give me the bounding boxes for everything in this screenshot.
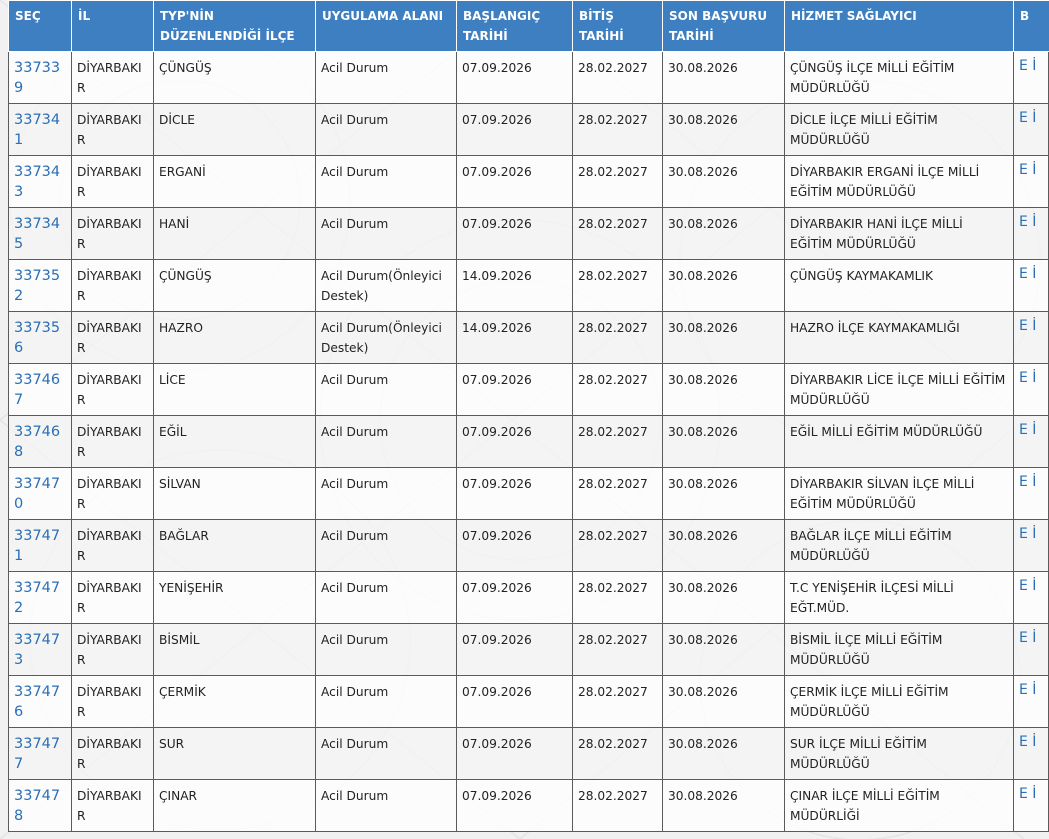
son-basvuru-cell: 30.08.2026 — [663, 572, 785, 624]
baslangic-cell: 07.09.2026 — [457, 416, 573, 468]
select-link[interactable]: 337476 — [14, 684, 61, 720]
uygulama-alani-cell: Acil Durum — [316, 52, 457, 104]
ilce-cell: ÇINAR — [154, 780, 316, 832]
select-link[interactable]: 337470 — [14, 476, 61, 512]
baslangic-cell: 07.09.2026 — [457, 468, 573, 520]
header-extra-column[interactable]: B — [1014, 1, 1049, 52]
uygulama-alani-cell: Acil Durum(Önleyici Destek) — [316, 312, 457, 364]
header-bitis-tarihi[interactable]: BİTİŞ TARİHİ — [573, 1, 663, 52]
extra-link-cell[interactable]: E İ — [1014, 676, 1049, 728]
hizmet-saglayici-cell: BİSMİL İLÇE MİLLİ EĞİTİM MÜDÜRLÜĞÜ — [785, 624, 1014, 676]
select-link[interactable]: 337339 — [14, 60, 61, 96]
bitis-cell: 28.02.2027 — [573, 312, 663, 364]
il-cell: DİYARBAKIR — [72, 468, 154, 520]
sec-cell — [9, 728, 72, 780]
il-cell: DİYARBAKIR — [72, 572, 154, 624]
il-cell: DİYARBAKIR — [72, 156, 154, 208]
baslangic-cell: 07.09.2026 — [457, 208, 573, 260]
baslangic-cell: 07.09.2026 — [457, 676, 573, 728]
hizmet-saglayici-cell: DİYARBAKIR ERGANİ İLÇE MİLLİ EĞİTİM MÜDÜRLÜĞÜ — [785, 156, 1014, 208]
sec-cell — [9, 468, 72, 520]
sec-cell — [9, 416, 72, 468]
bitis-cell: 28.02.2027 — [573, 468, 663, 520]
uygulama-alani-cell: Acil Durum — [316, 468, 457, 520]
bitis-cell: 28.02.2027 — [573, 104, 663, 156]
sec-cell — [9, 780, 72, 832]
uygulama-alani-cell: Acil Durum — [316, 208, 457, 260]
sec-cell — [9, 52, 72, 104]
il-cell: DİYARBAKIR — [72, 676, 154, 728]
il-cell: DİYARBAKIR — [72, 260, 154, 312]
il-cell: DİYARBAKIR — [72, 780, 154, 832]
uygulama-alani-cell: Acil Durum — [316, 520, 457, 572]
son-basvuru-cell: 30.08.2026 — [663, 728, 785, 780]
sec-cell — [9, 260, 72, 312]
table-row — [9, 260, 1049, 312]
select-link[interactable]: 337478 — [14, 788, 61, 824]
select-link[interactable]: 337473 — [14, 632, 61, 668]
son-basvuru-cell: 30.08.2026 — [663, 52, 785, 104]
extra-link-cell[interactable]: E İ — [1014, 468, 1049, 520]
select-link[interactable]: 337472 — [14, 580, 61, 616]
hizmet-saglayici-cell: SUR İLÇE MİLLİ EĞİTİM MÜDÜRLÜĞÜ — [785, 728, 1014, 780]
sec-cell — [9, 208, 72, 260]
il-cell: DİYARBAKIR — [72, 52, 154, 104]
uygulama-alani-cell: Acil Durum — [316, 728, 457, 780]
sec-cell — [9, 676, 72, 728]
baslangic-cell: 07.09.2026 — [457, 780, 573, 832]
header-sec[interactable]: SEÇ — [9, 1, 72, 52]
baslangic-cell: 07.09.2026 — [457, 364, 573, 416]
baslangic-cell: 07.09.2026 — [457, 156, 573, 208]
bitis-cell: 28.02.2027 — [573, 780, 663, 832]
uygulama-alani-cell: Acil Durum — [316, 416, 457, 468]
hizmet-saglayici-cell: DİYARBAKIR LİCE İLÇE MİLLİ EĞİTİM MÜDÜRLÜĞÜ — [785, 364, 1014, 416]
ilce-cell: DİCLE — [154, 104, 316, 156]
extra-link-cell[interactable]: E İ — [1014, 312, 1049, 364]
bitis-cell: 28.02.2027 — [573, 624, 663, 676]
header-son-basvuru-tarihi[interactable]: SON BAŞVURU TARİHİ — [663, 1, 785, 52]
sec-cell — [9, 572, 72, 624]
hizmet-saglayici-cell: DİYARBAKIR HANİ İLÇE MİLLİ EĞİTİM MÜDÜRLÜĞÜ — [785, 208, 1014, 260]
ilce-cell: BAĞLAR — [154, 520, 316, 572]
table-row — [9, 416, 1049, 468]
table-row — [9, 156, 1049, 208]
extra-link-cell[interactable]: E İ — [1014, 728, 1049, 780]
bitis-cell: 28.02.2027 — [573, 364, 663, 416]
bitis-cell: 28.02.2027 — [573, 416, 663, 468]
sec-cell — [9, 364, 72, 416]
select-link[interactable]: 337471 — [14, 528, 61, 564]
select-link[interactable]: 337356 — [14, 320, 61, 356]
son-basvuru-cell: 30.08.2026 — [663, 780, 785, 832]
extra-link-cell[interactable]: E İ — [1014, 156, 1049, 208]
son-basvuru-cell: 30.08.2026 — [663, 104, 785, 156]
hizmet-saglayici-cell: EĞİL MİLLİ EĞİTİM MÜDÜRLÜĞÜ — [785, 416, 1014, 468]
baslangic-cell: 07.09.2026 — [457, 52, 573, 104]
extra-link-cell[interactable]: E İ — [1014, 260, 1049, 312]
ilce-cell: ÇÜNGÜŞ — [154, 52, 316, 104]
hizmet-saglayici-cell: HAZRO İLÇE KAYMAKAMLIĞI — [785, 312, 1014, 364]
uygulama-alani-cell: Acil Durum(Önleyici Destek) — [316, 260, 457, 312]
hizmet-saglayici-cell: ÇÜNGÜŞ İLÇE MİLLİ EĞİTİM MÜDÜRLÜĞÜ — [785, 52, 1014, 104]
son-basvuru-cell: 30.08.2026 — [663, 676, 785, 728]
il-cell: DİYARBAKIR — [72, 104, 154, 156]
ilce-cell: SUR — [154, 728, 316, 780]
il-cell: DİYARBAKIR — [72, 312, 154, 364]
bitis-cell: 28.02.2027 — [573, 572, 663, 624]
header-hizmet-saglayici[interactable]: HİZMET SAĞLAYICI — [785, 1, 1014, 52]
table-row — [9, 104, 1049, 156]
results-table-container — [8, 0, 1048, 832]
ilce-cell: BİSMİL — [154, 624, 316, 676]
select-link[interactable]: 337467 — [14, 372, 61, 408]
select-link[interactable]: 337477 — [14, 736, 61, 772]
hizmet-saglayici-cell: ÇÜNGÜŞ KAYMAKAMLIK — [785, 260, 1014, 312]
extra-link-cell[interactable]: E İ — [1014, 624, 1049, 676]
il-cell: DİYARBAKIR — [72, 728, 154, 780]
ilce-cell: ÇERMİK — [154, 676, 316, 728]
hizmet-saglayici-cell: DİYARBAKIR SİLVAN İLÇE MİLLİ EĞİTİM MÜDÜRLÜĞÜ — [785, 468, 1014, 520]
extra-link-cell[interactable]: E İ — [1014, 52, 1049, 104]
header-il[interactable]: İL — [72, 1, 154, 52]
ilce-cell: HANİ — [154, 208, 316, 260]
son-basvuru-cell: 30.08.2026 — [663, 208, 785, 260]
baslangic-cell: 07.09.2026 — [457, 624, 573, 676]
extra-link-cell[interactable]: E İ — [1014, 104, 1049, 156]
bitis-cell: 28.02.2027 — [573, 260, 663, 312]
table-row — [9, 780, 1049, 832]
uygulama-alani-cell: Acil Durum — [316, 104, 457, 156]
extra-link-cell[interactable]: E İ — [1014, 208, 1049, 260]
table-row — [9, 624, 1049, 676]
typ-results-table — [8, 0, 1049, 832]
ilce-cell: YENİŞEHİR — [154, 572, 316, 624]
header-baslangic-tarihi[interactable]: BAŞLANGIÇ TARİHİ — [457, 1, 573, 52]
table-row — [9, 520, 1049, 572]
table-header-row — [9, 1, 1049, 52]
son-basvuru-cell: 30.08.2026 — [663, 520, 785, 572]
ilce-cell: EĞİL — [154, 416, 316, 468]
ilce-cell: LİCE — [154, 364, 316, 416]
table-row — [9, 312, 1049, 364]
son-basvuru-cell: 30.08.2026 — [663, 312, 785, 364]
sec-cell — [9, 156, 72, 208]
bitis-cell: 28.02.2027 — [573, 156, 663, 208]
son-basvuru-cell: 30.08.2026 — [663, 156, 785, 208]
select-link[interactable]: 337345 — [14, 216, 61, 252]
baslangic-cell: 07.09.2026 — [457, 520, 573, 572]
baslangic-cell: 07.09.2026 — [457, 104, 573, 156]
hizmet-saglayici-cell: ÇINAR İLÇE MİLLİ EĞİTİM MÜDÜRLİĞİ — [785, 780, 1014, 832]
son-basvuru-cell: 30.08.2026 — [663, 364, 785, 416]
header-ilce[interactable]: TYP'NİN DÜZENLENDİĞİ İLÇE — [154, 1, 316, 52]
extra-link-cell[interactable]: E İ — [1014, 572, 1049, 624]
baslangic-cell: 07.09.2026 — [457, 572, 573, 624]
ilce-cell: SİLVAN — [154, 468, 316, 520]
select-link[interactable]: 337343 — [14, 164, 61, 200]
header-uygulama-alani[interactable]: UYGULAMA ALANI — [316, 1, 457, 52]
uygulama-alani-cell: Acil Durum — [316, 676, 457, 728]
son-basvuru-cell: 30.08.2026 — [663, 260, 785, 312]
uygulama-alani-cell: Acil Durum — [316, 624, 457, 676]
table-row — [9, 572, 1049, 624]
hizmet-saglayici-cell: T.C YENİŞEHİR İLÇESİ MİLLİ EĞT.MÜD. — [785, 572, 1014, 624]
extra-link-cell[interactable]: E İ — [1014, 780, 1049, 832]
sec-cell — [9, 312, 72, 364]
hizmet-saglayici-cell: BAĞLAR İLÇE MİLLİ EĞİTİM MÜDÜRLÜĞÜ — [785, 520, 1014, 572]
sec-cell — [9, 520, 72, 572]
uygulama-alani-cell: Acil Durum — [316, 572, 457, 624]
uygulama-alani-cell: Acil Durum — [316, 364, 457, 416]
extra-link-cell[interactable]: E İ — [1014, 416, 1049, 468]
table-row — [9, 468, 1049, 520]
table-row — [9, 364, 1049, 416]
table-row — [9, 676, 1049, 728]
table-row — [9, 52, 1049, 104]
son-basvuru-cell: 30.08.2026 — [663, 468, 785, 520]
table-row — [9, 208, 1049, 260]
bitis-cell: 28.02.2027 — [573, 676, 663, 728]
select-link[interactable]: 337341 — [14, 112, 61, 148]
sec-cell — [9, 624, 72, 676]
ilce-cell: HAZRO — [154, 312, 316, 364]
il-cell: DİYARBAKIR — [72, 416, 154, 468]
bitis-cell: 28.02.2027 — [573, 520, 663, 572]
sec-cell — [9, 104, 72, 156]
hizmet-saglayici-cell: DİCLE İLÇE MİLLİ EĞİTİM MÜDÜRLÜĞÜ — [785, 104, 1014, 156]
son-basvuru-cell: 30.08.2026 — [663, 416, 785, 468]
uygulama-alani-cell: Acil Durum — [316, 156, 457, 208]
bitis-cell: 28.02.2027 — [573, 52, 663, 104]
baslangic-cell: 14.09.2026 — [457, 312, 573, 364]
bitis-cell: 28.02.2027 — [573, 728, 663, 780]
ilce-cell: ERGANİ — [154, 156, 316, 208]
il-cell: DİYARBAKIR — [72, 208, 154, 260]
il-cell: DİYARBAKIR — [72, 364, 154, 416]
baslangic-cell: 14.09.2026 — [457, 260, 573, 312]
il-cell: DİYARBAKIR — [72, 520, 154, 572]
select-link[interactable]: 337468 — [14, 424, 61, 460]
table-row — [9, 728, 1049, 780]
bitis-cell: 28.02.2027 — [573, 208, 663, 260]
uygulama-alani-cell: Acil Durum — [316, 780, 457, 832]
hizmet-saglayici-cell: ÇERMİK İLÇE MİLLİ EĞİTİM MÜDÜRLÜĞÜ — [785, 676, 1014, 728]
select-link[interactable]: 337352 — [14, 268, 61, 304]
extra-link-cell[interactable]: E İ — [1014, 364, 1049, 416]
extra-link-cell[interactable]: E İ — [1014, 520, 1049, 572]
il-cell: DİYARBAKIR — [72, 624, 154, 676]
ilce-cell: ÇÜNGÜŞ — [154, 260, 316, 312]
son-basvuru-cell: 30.08.2026 — [663, 624, 785, 676]
baslangic-cell: 07.09.2026 — [457, 728, 573, 780]
